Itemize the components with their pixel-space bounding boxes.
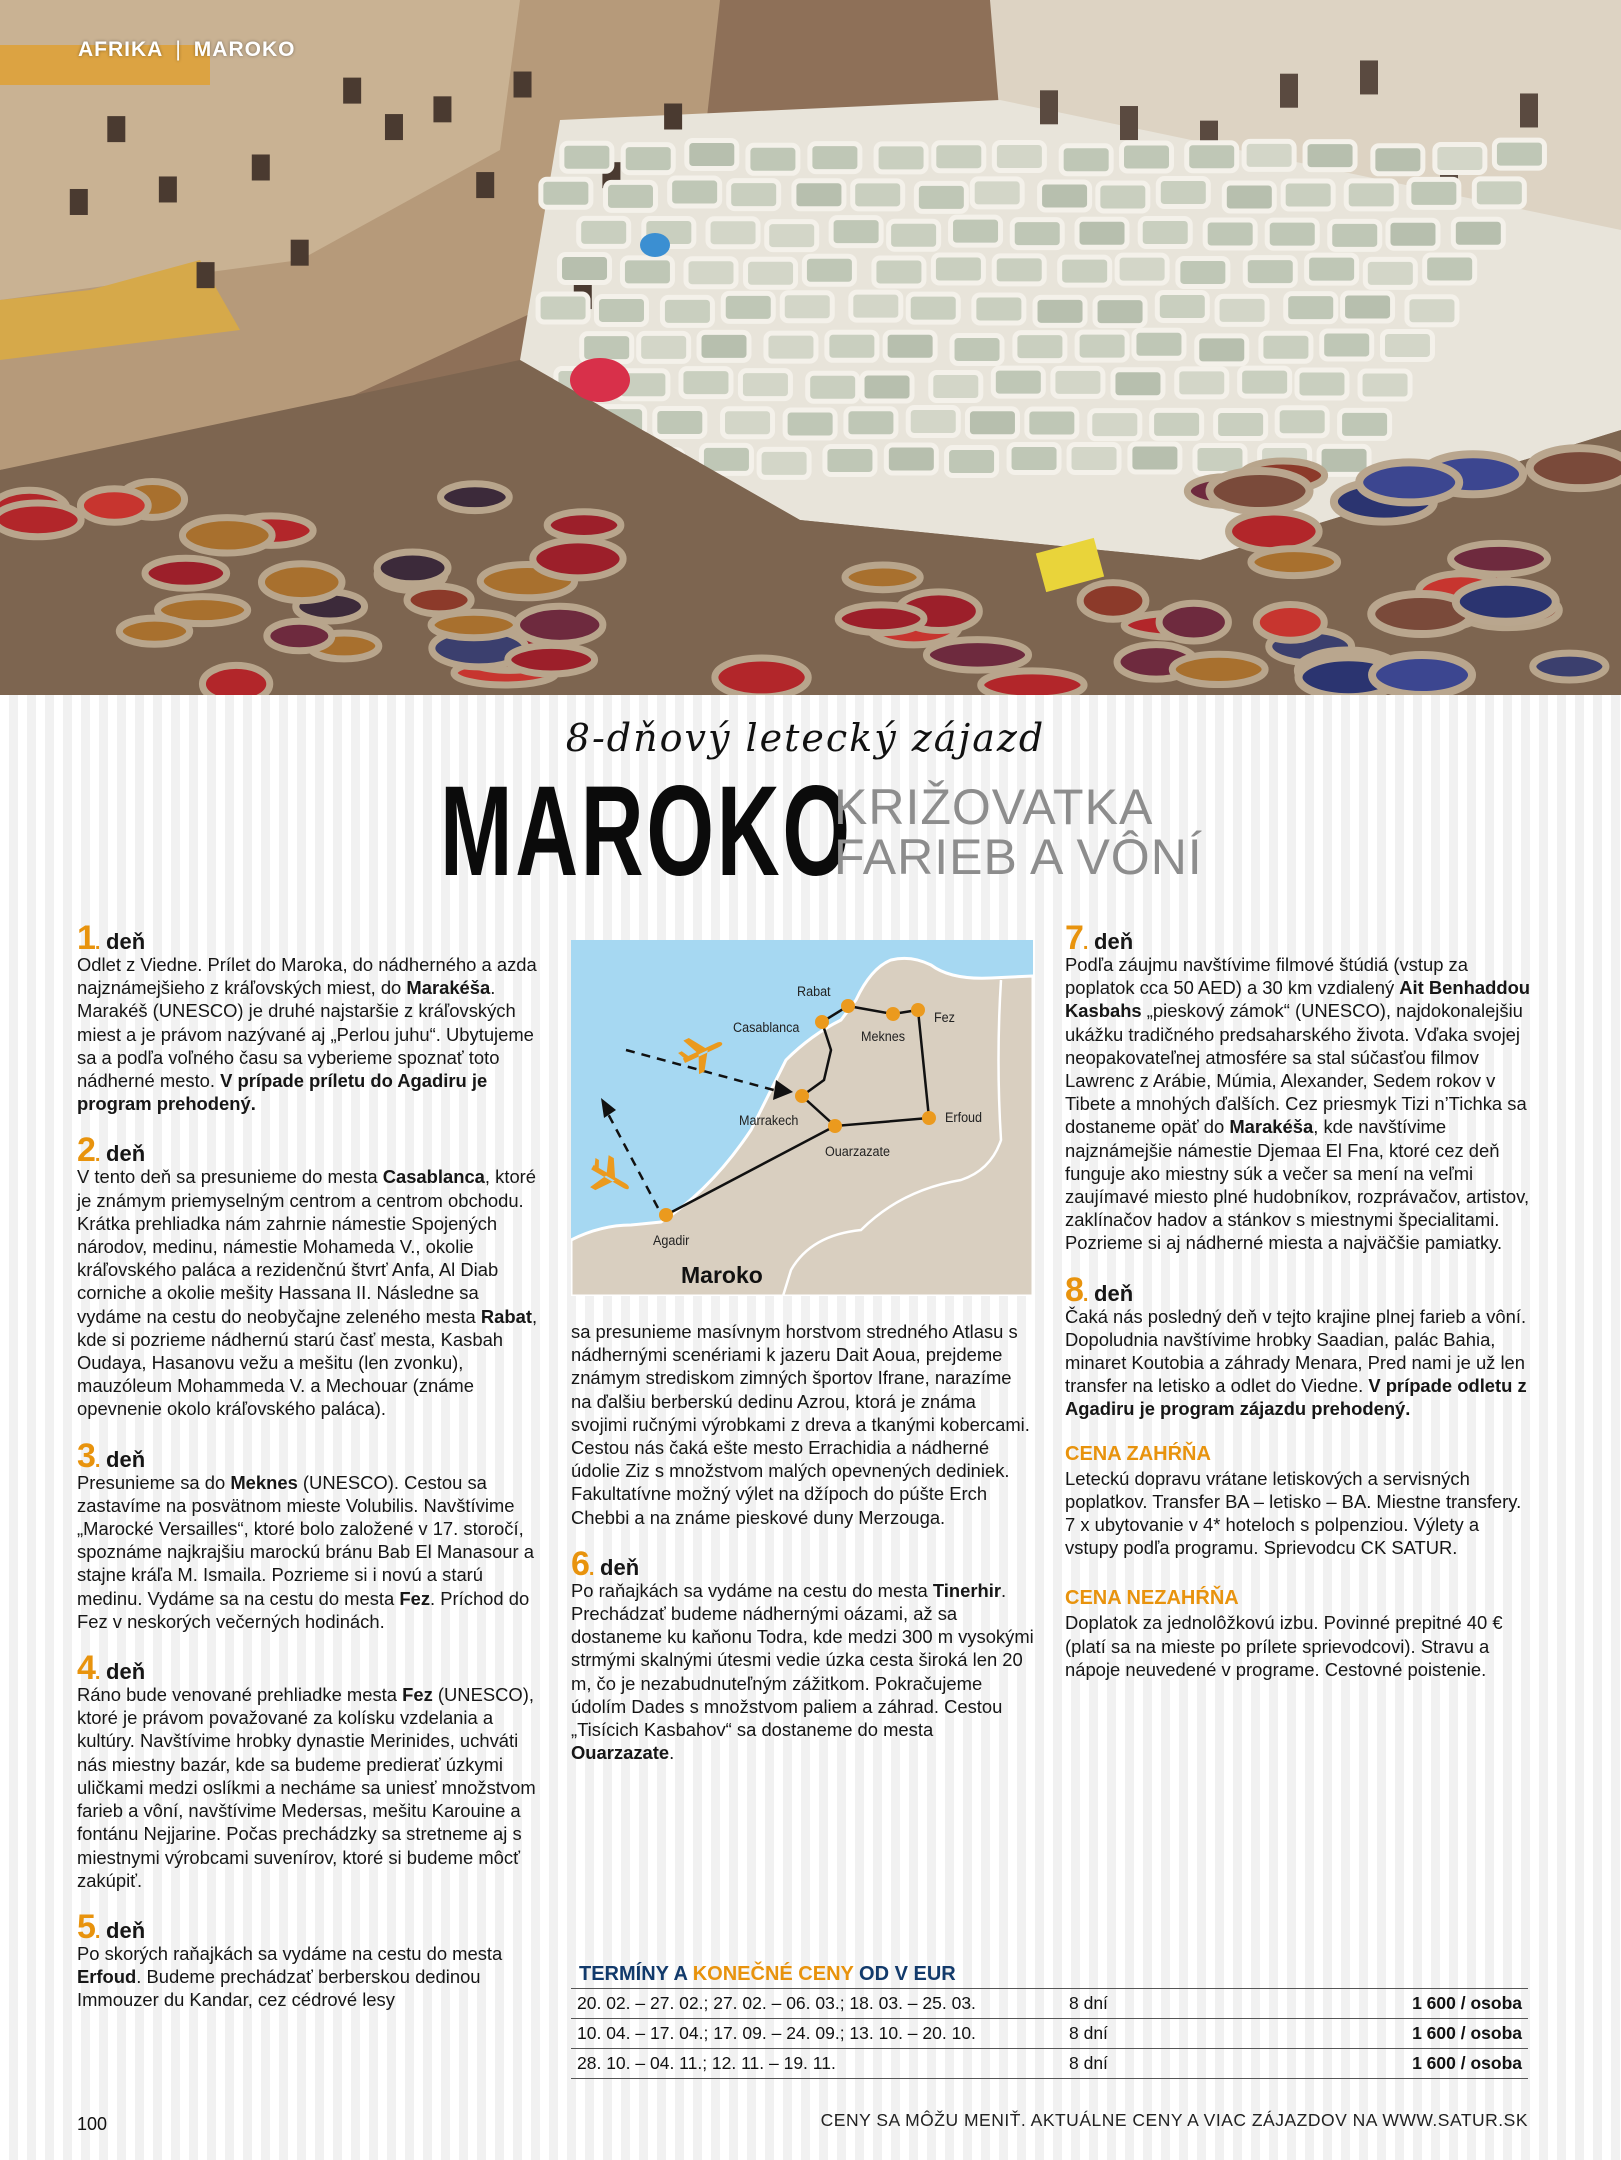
city-label: Rabat bbox=[797, 983, 831, 1000]
highlight-text: V prípade odletu z Agadiru je program zájazdu prehodený. bbox=[1065, 1375, 1527, 1420]
day-number: 7 bbox=[1065, 919, 1083, 957]
day-text bbox=[1065, 1305, 1535, 1421]
section-heading: CENA NEZAHŔŇA bbox=[1065, 1587, 1239, 1610]
price-row bbox=[571, 1989, 1528, 2019]
route-map bbox=[571, 940, 1033, 1296]
day-text bbox=[571, 1320, 1037, 1529]
text-segment: Odlet z Viedne. Prílet do Maroka, do nádherného a azda najznámejšieho z kráľovských miest, do bbox=[77, 954, 537, 999]
hero-photo-tannery bbox=[0, 0, 1621, 695]
day-dot: . bbox=[94, 1662, 107, 1685]
highlight-text: Marakéša bbox=[1229, 1116, 1314, 1138]
day-number: 1 bbox=[77, 919, 95, 957]
day-heading bbox=[77, 919, 539, 957]
city-marker-meknes bbox=[886, 1007, 900, 1021]
highlight-text: Erfoud bbox=[77, 1966, 137, 1988]
text-segment: Presunieme sa do bbox=[77, 1471, 231, 1493]
section-text: Doplatok za jednolôžkovú izbu. Povinné prepitné 40 € (platí sa na mieste po prílete sprievodcovi). Stravu a nápoje neuvedené v programe. Cestovné poistenie. bbox=[1065, 1612, 1503, 1680]
day-number: 4 bbox=[77, 1649, 95, 1688]
day-text bbox=[77, 1942, 539, 2012]
day-dot: . bbox=[1082, 1283, 1095, 1306]
day-heading bbox=[77, 1649, 539, 1688]
text-segment: , kde si pozrieme nádhernú starú časť mesta, Kasbah Oudaya, Hasanovu vežu a mešitu (len zvonku), mauzóleum Mohammeda V. a Mechouar (známe opevnenie okolo kráľovského paláca). bbox=[77, 1305, 538, 1420]
text-segment: . Budeme prechádzať berberskou dedinou Immouzer du Kandar, cez cédrové lesy bbox=[77, 1966, 481, 2011]
day-label: deň bbox=[1094, 1280, 1134, 1306]
price-cell: 1 600 / osoba bbox=[1200, 2019, 1528, 2049]
day-8 bbox=[1065, 1270, 1535, 1421]
price-includes bbox=[1065, 1441, 1535, 1560]
city-marker-agadir bbox=[659, 1208, 673, 1222]
day-dot: . bbox=[94, 1449, 107, 1472]
breadcrumb-region[interactable]: AFRIKA bbox=[78, 38, 164, 61]
day-text bbox=[1065, 953, 1535, 1255]
price-row bbox=[571, 2049, 1528, 2079]
text-segment: Čaká nás posledný deň v tejto krajine plnej farieb a vôní. Dopoludnia navštívime hrobky Saadian, palác Bahia, minaret Koutobia a záhrady Menara, Pred nami je už len transfer na letisko a odlet do Viedne. bbox=[1065, 1305, 1527, 1397]
city-marker-erfoud bbox=[922, 1111, 936, 1125]
text-segment: . Príchod do Fez v neskorých večerných hodinách. bbox=[77, 1587, 530, 1632]
section-text: Leteckú dopravu vrátane letiskových a servisných poplatkov. Transfer BA – letisko – BA. Miestne transfery. 7 x ubytovanie v 4* hoteloch s polpenziou. Výlety a vstupy podľa programu. Sprievodcu CK SATUR. bbox=[1065, 1467, 1522, 1559]
city-marker-rabat bbox=[841, 999, 855, 1013]
itinerary-column-2 bbox=[571, 1320, 1037, 1784]
day-heading bbox=[77, 1907, 539, 1946]
price-cell: 1 600 / osoba bbox=[1200, 2049, 1528, 2079]
day-5 bbox=[571, 1320, 1037, 1529]
day-label: deň bbox=[106, 1446, 146, 1472]
day-heading bbox=[1065, 1270, 1535, 1309]
day-2 bbox=[77, 1131, 539, 1420]
breadcrumb-country[interactable]: MAROKO bbox=[193, 38, 296, 61]
text-segment: sa presunieme masívnym horstvom stredného Atlasu s nádhernými scenériami k jazeru Dait Aoua, prejdeme známym strediskom zimných športov Ifrane, narazíme na ďalšiu berberskú dedinu Azrou, ktorá je známa svojimi ručnými výrobkami z dreva a tkanými kobercami. Cestou nás čaká ešte mesto Errachidia a nádherné údolie Ziz s množstvom malých opevnených dediniek. Fakultatívne možný výlet na džípoch do púšte Erch Chebbi a na známe pieskové duny Merzouga. bbox=[571, 1321, 1030, 1528]
footer-note: CENY SA MÔŽU MENIŤ. AKTUÁLNE CENY A VIAC ZÁJAZDOV NA WWW.SATUR.SK bbox=[820, 2110, 1528, 2130]
itinerary-column-3 bbox=[1065, 919, 1535, 1707]
text-segment: . Marakéš (UNESCO) je druhé najstaršie z kráľovských miest a je právom nazývané aj „Perlou juhu“. Ubytujeme sa a podľa voľného času sa vyberieme spoznať toto nádherné mesto. bbox=[77, 977, 534, 1092]
text-segment: Po raňajkách sa vydáme na cestu do mesta bbox=[571, 1579, 933, 1601]
day-dot: . bbox=[1082, 932, 1095, 954]
day-number: 5 bbox=[77, 1907, 95, 1946]
tagline-line-2: FARIEB A VÔNÍ bbox=[834, 829, 1203, 885]
day-heading bbox=[77, 1131, 539, 1170]
day-text bbox=[77, 1165, 539, 1420]
city-label: Casablanca bbox=[733, 1019, 800, 1036]
city-marker-fez bbox=[911, 1003, 925, 1017]
breadcrumb-separator: | bbox=[175, 38, 182, 61]
highlight-text: V prípade príletu do Agadiru je program prehodený. bbox=[77, 1070, 488, 1115]
day-label: deň bbox=[1094, 929, 1134, 954]
day-heading bbox=[571, 1544, 1037, 1583]
text-segment: . bbox=[669, 1742, 675, 1764]
dates-cell: 20. 02. – 27. 02.; 27. 02. – 06. 03.; 18. 03. – 25. 03. bbox=[571, 1989, 1063, 2019]
day-6 bbox=[571, 1544, 1037, 1765]
duration-cell: 8 dní bbox=[1063, 2019, 1200, 2049]
day-label: deň bbox=[106, 1917, 146, 1943]
duration-cell: 8 dní bbox=[1063, 1989, 1200, 2019]
day-dot: . bbox=[94, 932, 107, 954]
price-row bbox=[571, 2019, 1528, 2049]
day-dot: . bbox=[94, 1144, 107, 1167]
text-segment: , kde navštívime najznámejšie námestie Djemaa El Fna, ktoré cez deň funguje ako miestny súk a večer sa mení na veľmi zaujímavé miesto plné hudobníkov, rozprávačov, artistov, zaklínačov hadov a stánkov s miestnymi špecialitami. Pozrieme si aj nádherné miesta a najväčšie pamiatky. bbox=[1065, 1116, 1530, 1254]
city-label: Fez bbox=[934, 1009, 955, 1026]
day-number: 3 bbox=[77, 1436, 95, 1475]
highlight-text: Fez bbox=[402, 1684, 433, 1706]
tagline-line-1: KRIŽOVATKA bbox=[834, 779, 1154, 835]
day-dot: . bbox=[588, 1557, 601, 1580]
trip-subtitle bbox=[0, 716, 1621, 760]
country-label: Maroko bbox=[681, 1262, 763, 1288]
price-excludes bbox=[1065, 1585, 1535, 1681]
day-3 bbox=[77, 1436, 539, 1633]
day-dot: . bbox=[94, 1920, 107, 1943]
tagline bbox=[834, 779, 1203, 885]
day-number: 6 bbox=[571, 1544, 589, 1583]
city-label: Meknes bbox=[861, 1028, 906, 1045]
section-heading: CENA ZAHŔŇA bbox=[1065, 1442, 1211, 1465]
text-segment: . Prechádzať budeme nádhernými oázami, až sa dostaneme ku kaňonu Todra, kde medzi 300 m vysokými strmými skalnými útesmi vedie úzka cesta široká len 20 m, čo je nezabudnuteľným zážitkom. Pokračujeme údolím Dades s množstvom paliem a záhrad. Cestou „Tisícich Kasbahov“ sa dostaneme do mesta bbox=[571, 1579, 1034, 1741]
dates-cell: 10. 04. – 17. 04.; 17. 09. – 24. 09.; 13. 10. – 20. 10. bbox=[571, 2019, 1063, 2049]
highlight-text: Marakéša bbox=[406, 977, 491, 999]
text-segment: (UNESCO), ktoré je právom považované za kolísku vzdelania a kultúry. Navštívime hrobky dynastie Merinides, uchváti nás miestny bazár, kde sa budeme predierať úzkymi uličkami medzi oslíkmi a necháme sa uniesť množstvom farieb a vôní, navštívime Medersas, mešitu Karouine a fontánu Nejjarine. Počas prechádzky sa stretneme aj s miestnymi výrobcami suvenírov, ktoré si budeme môcť zakúpiť. bbox=[77, 1684, 536, 1891]
text-segment: (UNESCO). Cestou sa zastavíme na posvätnom mieste Volubilis. Navštívime „Marocké Versailles“, ktoré bolo založené v 17. storočí, spoznáme najkrajšiu marockú bránu Bab El Manasour a stajne kráľa M. Ismaila. Pozrieme si i novú a starú medinu. Vydáme sa na cestu do mesta bbox=[77, 1471, 534, 1609]
city-label: Ouarzazate bbox=[825, 1143, 891, 1160]
city-marker-casablanca bbox=[815, 1015, 829, 1029]
highlight-text: Rabat bbox=[480, 1305, 532, 1327]
day-text bbox=[77, 1683, 539, 1892]
breadcrumb bbox=[78, 38, 295, 62]
prices-title-part: OD V EUR bbox=[853, 1963, 956, 1985]
prices-title bbox=[579, 1963, 956, 1986]
day-heading bbox=[77, 1436, 539, 1475]
text-segment: Ráno bude venované prehliadke mesta bbox=[77, 1684, 403, 1706]
highlight-text: Meknes bbox=[230, 1471, 298, 1493]
itinerary-column-1 bbox=[77, 919, 539, 2032]
highlight-text: Fez bbox=[399, 1587, 431, 1609]
city-label: Erfoud bbox=[945, 1109, 983, 1126]
city-label: Marrakech bbox=[739, 1112, 799, 1129]
day-1 bbox=[77, 919, 539, 1115]
day-label: deň bbox=[106, 929, 146, 954]
highlight-text: Ait Benhaddou Kasbahs bbox=[1065, 977, 1531, 1022]
day-label: deň bbox=[106, 1659, 146, 1685]
text-segment: „pieskový zámok“ (UNESCO), najdokonalejšiu ukážku tradičného predsaharského života. Vďaka svojej neopakovateľnej atmosfére sa stal súčasťou filmov Lawrenc z Arábie, Múmia, Alexander, Sedem rokov v Tibete a mnohých ďalších. Cez priesmyk Tizi n’Tichka sa dostaneme opäť do bbox=[1065, 1000, 1527, 1138]
page-title: MAROKO bbox=[440, 760, 853, 903]
price-table bbox=[571, 1988, 1528, 2079]
text-segment: Podľa záujmu navštívime filmové štúdiá (vstup za poplatok cca 50 AED) a 30 km vzdialený bbox=[1065, 954, 1468, 999]
duration-cell: 8 dní bbox=[1063, 2049, 1200, 2079]
text-segment: Po skorých raňajkách sa vydáme na cestu do mesta bbox=[77, 1942, 503, 1964]
day-heading bbox=[1065, 919, 1535, 957]
day-7 bbox=[1065, 919, 1535, 1255]
day-number: 2 bbox=[77, 1131, 95, 1170]
city-marker-ouarzazate bbox=[828, 1119, 842, 1133]
highlight-text: Casablanca bbox=[382, 1166, 485, 1188]
highlight-text: Tinerhir bbox=[932, 1579, 1002, 1601]
subtitle-text: 8-dňový letecký zájazd bbox=[565, 716, 1046, 760]
city-label: Agadir bbox=[653, 1232, 690, 1249]
day-label: deň bbox=[106, 1141, 146, 1167]
prices-title-part: TERMÍNY A bbox=[579, 1963, 693, 1985]
day-4 bbox=[77, 1649, 539, 1892]
day-label: deň bbox=[600, 1554, 640, 1580]
day-number: 8 bbox=[1065, 1270, 1083, 1309]
highlight-text: Ouarzazate bbox=[571, 1742, 670, 1764]
text-segment: V tento deň sa presunieme do mesta bbox=[77, 1166, 383, 1188]
day-text bbox=[77, 953, 539, 1115]
price-cell: 1 600 / osoba bbox=[1200, 1989, 1528, 2019]
page-number: 100 bbox=[77, 2114, 108, 2134]
dates-cell: 28. 10. – 04. 11.; 12. 11. – 19. 11. bbox=[571, 2049, 1063, 2079]
day-text bbox=[77, 1471, 539, 1633]
day-text bbox=[571, 1579, 1037, 1765]
city-marker-marrakech bbox=[795, 1089, 809, 1103]
prices-title-highlight: KONEČNÉ CENY bbox=[692, 1963, 854, 1985]
text-segment: , ktoré je známym priemyselným centrom a centrom obchodu. Krátka prehliadka nám zahrnie námestie Spojených národov, medinu, námestie Mohameda V., okolie kráľovského paláca a rezidenčnú štvrť Anfa, Al Diab corniche a okolie mešity Hassana II. Následne sa vydáme na cestu do neobyčajne zeleného mesta bbox=[77, 1166, 537, 1327]
day-5 bbox=[77, 1907, 539, 2012]
